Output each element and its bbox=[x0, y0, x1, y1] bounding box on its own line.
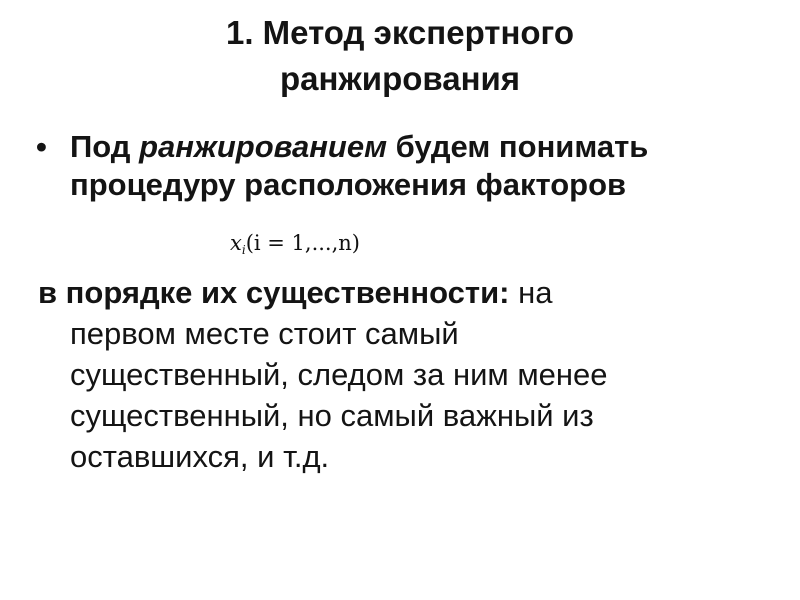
paragraph-line-1 bbox=[38, 272, 778, 313]
paragraph-bold-lead: в порядке их существенности: bbox=[38, 275, 510, 310]
bullet-point bbox=[36, 128, 776, 204]
formula-variable: x bbox=[230, 231, 242, 255]
bullet-line-1-prefix: Под bbox=[70, 129, 140, 164]
paragraph-line-2: первом месте стоит самый bbox=[70, 316, 459, 351]
paragraph-line-5: оставшихся, и т.д. bbox=[70, 439, 330, 474]
bullet-line-2: процедуру расположения факторов bbox=[70, 167, 627, 202]
slide-title bbox=[0, 10, 800, 102]
slide-title-line-2: ранжирования bbox=[279, 60, 521, 97]
paragraph bbox=[38, 272, 778, 477]
formula bbox=[230, 228, 360, 265]
paragraph-line-1-rest: на bbox=[509, 275, 553, 310]
formula-range: (i = 1,...,n) bbox=[245, 231, 360, 255]
bullet-text bbox=[70, 128, 776, 204]
bullet-line-1-suffix: будем понимать bbox=[387, 129, 649, 164]
formula-subscript: i bbox=[241, 243, 246, 257]
bullet-term-italic: ранжированием bbox=[139, 129, 388, 164]
bullet-marker: • bbox=[36, 129, 47, 164]
paragraph-line-4: существенный, но самый важный из bbox=[70, 398, 594, 433]
slide-title-line-1: 1. Метод экспертного bbox=[225, 14, 575, 51]
paragraph-line-3: существенный, следом за ним менее bbox=[70, 357, 608, 392]
bullet-line-1 bbox=[70, 128, 776, 166]
